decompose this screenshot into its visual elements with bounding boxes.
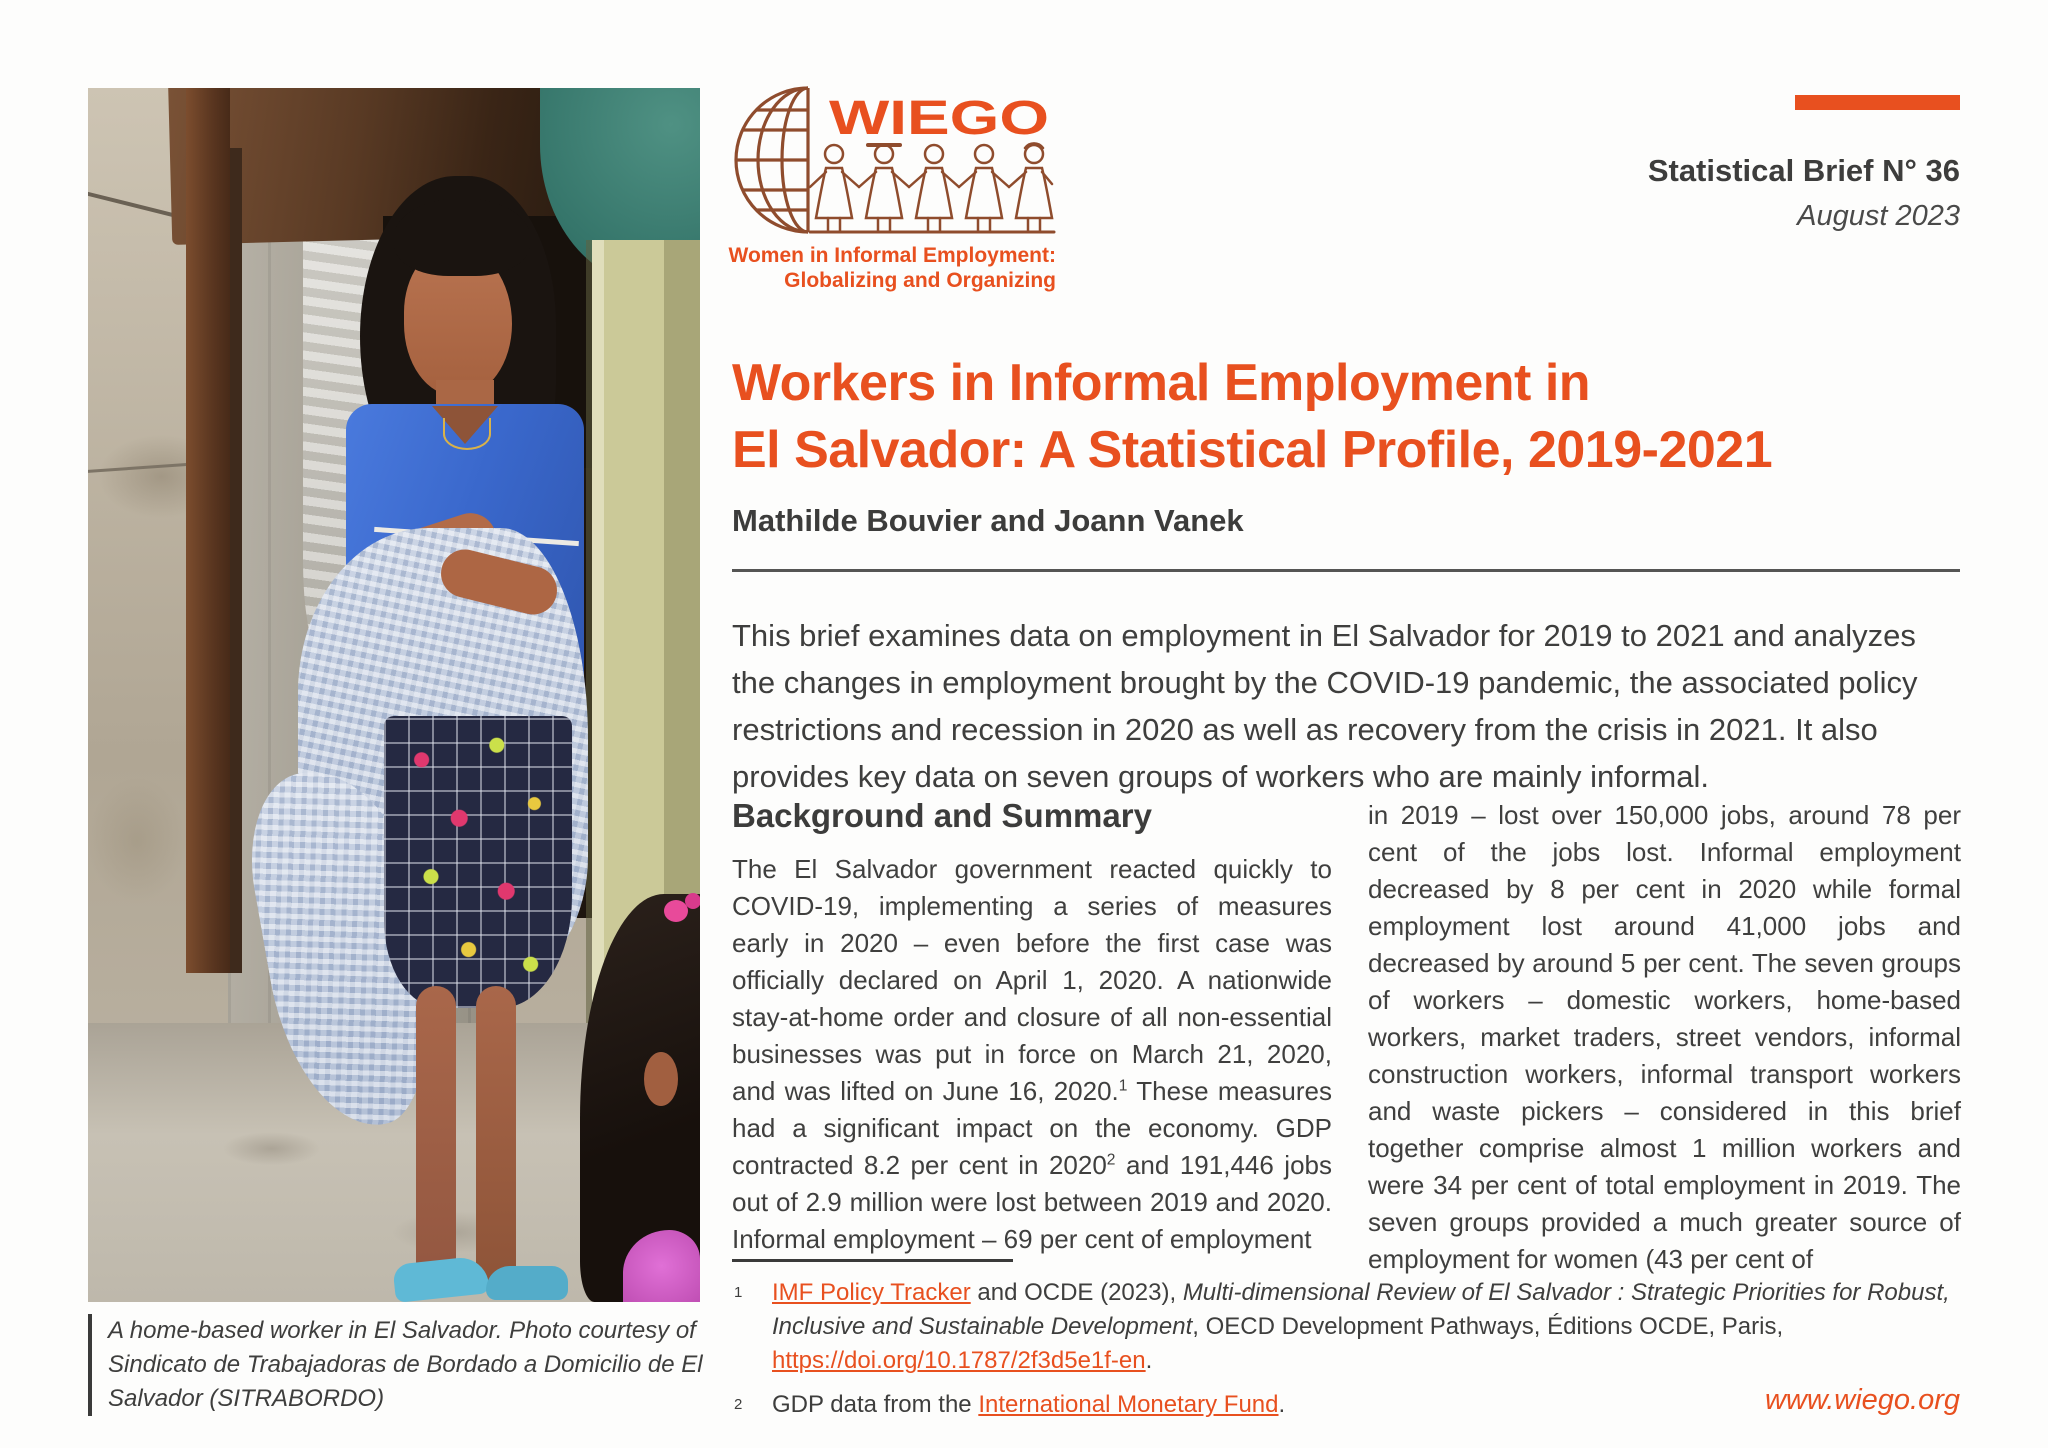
photo-child-ear (644, 1052, 678, 1106)
photo-caption: A home-based worker in El Salvador. Photo courtesy of Sindicato de Trabajadoras de Bordado a Domicilio de El Salvador (SITRABORDO) (88, 1314, 736, 1416)
photo-worker-necklace (443, 418, 491, 450)
photo-flip-flop (486, 1266, 568, 1300)
doi-link[interactable]: https://doi.org/10.1787/2f3d5e1f-en (772, 1347, 1146, 1374)
wiego-wordmark: WIEGO (829, 92, 1049, 145)
footnote-text: . (1145, 1347, 1153, 1374)
title-divider-rule (732, 569, 1960, 572)
wiego-tagline-line2: Globalizing and Organizing (784, 269, 1056, 292)
intro-paragraph: This brief examines data on employment in El Salvador for 2019 to 2021 and analyzes the changes in employment brought by the COVID-19 pandemic, the associated policy restrictions and recession in 2020 as well as recovery from the crisis in 2021. It also provides key data on seven groups of workers who are mainly informal. (732, 618, 1918, 794)
footnote-text: , OECD Development Pathways, Éditions OCDE, Paris, (1192, 1313, 1784, 1340)
brief-number-label: Statistical Brief N° 36 (1647, 153, 1960, 188)
footnote-publication-title: Multi-dimensional Review of El Salvador : Strategic Priorities for Robust, Inclusive and Sustainable Development (772, 1279, 1950, 1340)
footnote-1 (732, 1276, 1967, 1378)
wiego-logo (722, 84, 1056, 238)
wiego-globe-icon (736, 88, 808, 232)
wiego-website-link[interactable]: www.wiego.org (1764, 1384, 1960, 1416)
footnote-ref-2: 2 (1106, 1151, 1116, 1169)
masthead-accent-bar (1795, 95, 1960, 110)
page-title (732, 350, 1967, 484)
footnote-divider-rule (732, 1259, 1013, 1262)
photo-worker-leg (416, 986, 456, 1286)
footnote-text: GDP data from the (772, 1391, 979, 1418)
section-heading: Background and Summary (732, 797, 1152, 834)
body-text: and 191,446 jobs out of 2.9 million were lost between 2019 and 2020. Informal employment – 69 per cent of employment (732, 1150, 1333, 1254)
wiego-tagline-line1: Women in Informal Employment: (728, 244, 1056, 267)
body-text: These measures had a significant impact on the economy. GDP contracted 8.2 per cent in 2020 (732, 1076, 1332, 1180)
photo-pink-hair-clip (685, 893, 700, 909)
footnote-1-marker: 1 (734, 1284, 743, 1301)
footnote-2-marker: 2 (734, 1396, 743, 1413)
photo-door-post (186, 88, 230, 973)
authors: Mathilde Bouvier and Joann Vanek (732, 503, 1244, 538)
page-title-line2: El Salvador: A Statistical Profile, 2019-2021 (732, 421, 1773, 479)
body-column-left (732, 851, 1332, 1258)
footnote-ref-1: 1 (1118, 1077, 1128, 1095)
body-column-right: in 2019 – lost over 150,000 jobs, around 78 per cent of the jobs lost. Informal employment decreased by 8 per cent in 2020 while formal employment lost around 41,000 jobs and decreased by around 5 per cent. The seven groups of workers – domestic workers, home-based workers, market traders, street vendors, informal construction workers, informal transport workers and waste pickers – considered in this brief together comprise almost 1 million workers and were 34 per cent of total employment in 2019. The seven groups provided a much greater source of employment for women (43 per cent of (1368, 800, 1961, 1274)
wiego-figures-icon (810, 143, 1054, 232)
photo-worker-bangs (394, 198, 530, 276)
footnote-text: . (1278, 1391, 1286, 1418)
brief-date: August 2023 (1797, 200, 1960, 232)
body-text: The El Salvador government reacted quickly to COVID-19, implementing a series of measures early in 2020 – even before the first case was officially declared on April 1, 2020. A nationwide stay-at-home order and closure of all non-essential businesses was put in force on March 21, 2020, and was lifted on June 16, 2020. (732, 854, 1332, 1106)
page-title-line1: Workers in Informal Employment in (732, 354, 1591, 412)
photo-door-post (230, 148, 242, 973)
imf-link[interactable]: International Monetary Fund (978, 1391, 1279, 1418)
footnote-text: and OCDE (2023), (970, 1279, 1183, 1306)
photo-worker-leg (476, 986, 516, 1286)
home-based-worker-photo (88, 88, 700, 1302)
imf-policy-tracker-link[interactable]: IMF Policy Tracker (772, 1279, 971, 1306)
photo-worker-skirt (384, 716, 572, 1008)
wiego-tagline (722, 243, 1056, 293)
